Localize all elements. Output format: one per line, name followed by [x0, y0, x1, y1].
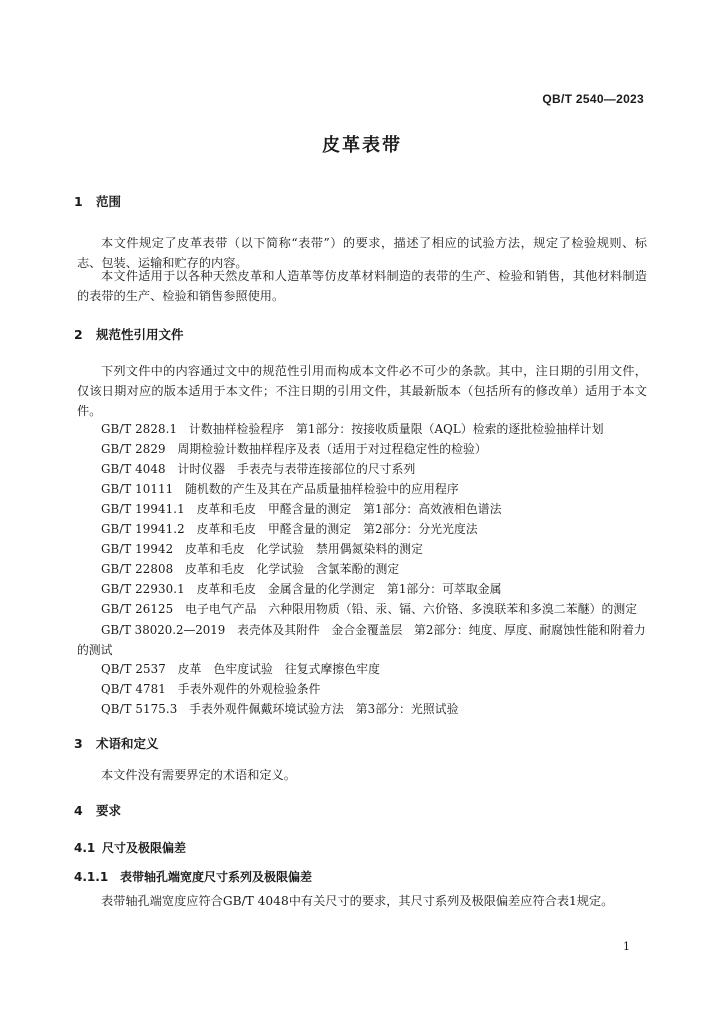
reference-item: GB/T 38020.2—2019 表壳体及其附件 金合金覆盖层 第2部分：纯度、厚度、耐腐蚀性能和附着力的测试 [77, 623, 646, 657]
reference-item: GB/T 19941.1 皮革和毛皮 甲醛含量的测定 第1部分：高效液相色谱法 [101, 502, 502, 516]
section-number: 3 [74, 736, 83, 751]
subsection-number: 4.1 [74, 841, 96, 855]
document-title: 皮革表带 [322, 135, 402, 156]
section-1-heading [74, 192, 121, 210]
reference-item: QB/T 5175.3 手表外观件佩戴环境试验方法 第3部分：光照试验 [101, 702, 459, 716]
reference-item: GB/T 22930.1 皮革和毛皮 金属含量的化学测定 第1部分：可萃取金属 [101, 582, 502, 596]
reference-item: GB/T 22808 皮革和毛皮 化学试验 含氯苯酚的测定 [101, 562, 400, 576]
width-requirement-paragraph: 表带轴孔端宽度应符合GB/T 4048中有关尺寸的要求，其尺寸系列及极限偏差应符合表1规定。 [101, 894, 614, 908]
subsection-number: 4.1.1 [74, 870, 109, 884]
reference-item: GB/T 19942 皮革和毛皮 化学试验 禁用偶氮染料的测定 [101, 542, 424, 556]
reference-item: GB/T 4048 计时仪器 手表壳与表带连接部位的尺寸系列 [101, 462, 416, 476]
scope-paragraph-2: 本文件适用于以各种天然皮革和人造革等仿皮革材料制造的表带的生产、检验和销售，其他材料制造的表带的生产、检验和销售参照使用。 [77, 269, 647, 303]
scope-paragraph-1: 本文件规定了皮革表带（以下简称“表带”）的要求，描述了相应的试验方法，规定了检验规则、标志、包装、运输和贮存的内容。 [77, 236, 647, 270]
reference-item: GB/T 26125 电子电气产品 六种限用物质（铅、汞、镉、六价铬、多溴联苯和多溴二苯醚）的测定 [101, 602, 638, 616]
section-title: 范围 [96, 194, 122, 209]
references-intro: 下列文件中的内容通过文中的规范性引用而构成本文件必不可少的条款。其中，注日期的引用文件，仅该日期对应的版本适用于本文件；不注日期的引用文件，其最新版本（包括所有的修改单）适用于本文件。 [77, 364, 647, 418]
section-number: 2 [74, 327, 83, 342]
subsection-4-1-heading [74, 839, 186, 856]
reference-item: GB/T 10111 随机数的产生及其在产品质量抽样检验中的应用程序 [101, 482, 459, 496]
section-4-heading [74, 801, 121, 819]
reference-item: GB/T 19941.2 皮革和毛皮 甲醛含量的测定 第2部分：分光光度法 [101, 522, 478, 536]
section-title: 规范性引用文件 [96, 327, 184, 342]
reference-item: QB/T 2537 皮革 色牢度试验 往复式摩擦色牢度 [101, 662, 381, 676]
reference-item: GB/T 2828.1 计数抽样检验程序 第1部分：按接收质量限（AQL）检索的逐批检验抽样计划 [101, 422, 604, 436]
standard-code: QB/T 2540—2023 [542, 92, 644, 106]
reference-item: QB/T 4781 手表外观件的外观检验条件 [101, 682, 321, 696]
section-2-heading [74, 325, 184, 343]
section-title: 要求 [96, 803, 122, 818]
section-3-heading [74, 734, 159, 752]
section-title: 术语和定义 [96, 736, 159, 751]
section-number: 4 [74, 803, 83, 818]
subsection-4-1-1-heading [74, 868, 312, 885]
terms-paragraph: 本文件没有需要界定的术语和定义。 [101, 768, 296, 782]
section-number: 1 [74, 194, 83, 209]
subsection-title: 表带轴孔端宽度尺寸系列及极限偏差 [120, 870, 313, 884]
subsection-title: 尺寸及极限偏差 [102, 841, 187, 855]
page-number: 1 [623, 940, 630, 953]
reference-item: GB/T 2829 周期检验计数抽样程序及表（适用于对过程稳定性的检验） [101, 442, 487, 456]
